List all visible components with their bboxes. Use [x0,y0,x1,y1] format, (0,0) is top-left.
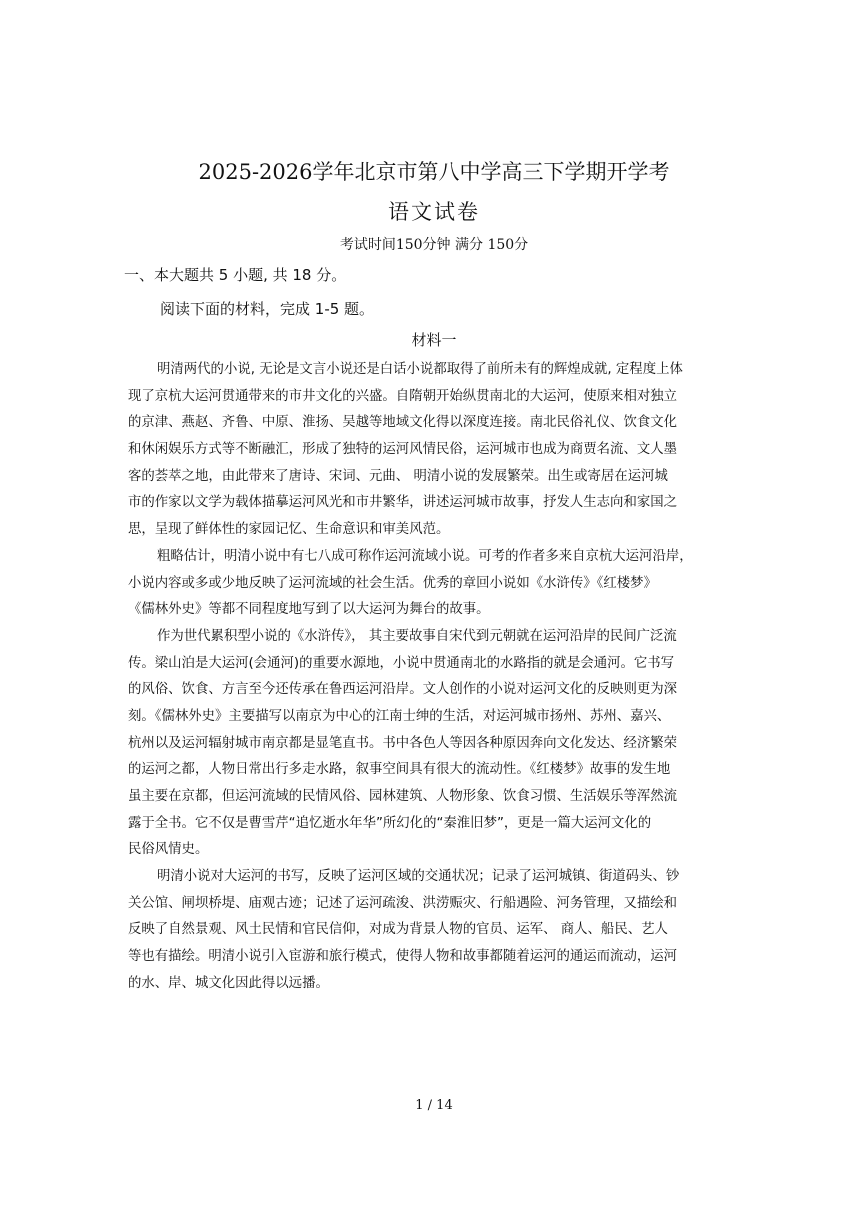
material-body [128,357,744,998]
material-title: 材料一 [411,331,457,349]
exam-title: 2025-2026学年北京市第八中学高三下学期开学考 [198,160,670,184]
section-heading: 一、本大题共 5 小题, 共 18 分。 [124,266,347,284]
paragraph-1-line-2: 现了京杭大运河贯通带来的市井文化的兴盛。自隋朝开始纵贯南北的大运河，使原来相对独立 [128,388,678,404]
paragraph-1-line-1: 明清两代的小说, 无论是文言小说还是白话小说都取得了前所未有的辉煌成就, 定程度上体 [157,362,683,377]
paragraph-3-line-9: 民俗风情史。 [128,842,209,858]
paragraph-3-line-6: 的运河之都，人物日常出行多走水路，叙事空间具有很大的流动性。《红楼梦》故事的发生地 [128,762,671,778]
page-number: 1 / 14 [415,1098,453,1113]
paragraph-1-line-5: 客的荟萃之地，由此带来了唐诗、宋词、元曲、 明清小说的发展繁荣。出生或寄居在运河城 [128,468,668,484]
paragraph-3-line-3: 的风俗、饮食、方言至今还传承在鲁西运河沿岸。文人创作的小说对运河文化的反映则更为深 [128,682,678,698]
paragraph-4-line-3: 反映了自然景观、风土民情和官民信仰，对成为背景人物的官员、运军、 商人、船民、艺人 [128,922,668,938]
paragraph-1-line-4: 和休闲娱乐方式等不断融汇，形成了独特的运河风情民俗，运河城市也成为商贾名流、文人墨 [128,442,678,458]
paragraph-3-line-1: 作为世代累积型小说的《水浒传》， 其主要故事自宋代到元朝就在运河沿岸的民间广泛流 [157,628,677,644]
instruction-text: 阅读下面的材料，完成 1-5 题。 [160,300,375,318]
paragraph-3-line-4: 刻。《儒林外史》主要描写以南京为中心的江南士绅的生活，对运河城市扬州、苏州、嘉兴、 [128,708,671,724]
paragraph-1-line-6: 市的作家以文学为载体描摹运河风光和市井繁华，讲述运河城市故事，抒发人生志向和家国之 [128,495,678,511]
paragraph-4-line-4: 等也有描绘。明清小说引入宦游和旅行模式，使得人物和故事都随着运河的通运而流动，运河 [128,949,678,965]
paragraph-2-line-1: 粗略估计，明清小说中有七八成可称作运河流域小说。可考的作者多来自京杭大运河沿岸， [157,548,693,564]
paragraph-2-line-2: 小说内容或多或少地反映了运河流域的社会生活。优秀的章回小说如《水浒传》《红楼梦》 [128,575,657,591]
paragraph-2-line-3: 《儒林外史》等都不同程度地写到了以大运河为舞台的故事。 [128,602,490,618]
paragraph-1-line-3: 的京津、燕赵、齐鲁、中原、淮扬、吴越等地域文化得以深度连接。南北民俗礼仪、饮食文化 [128,415,678,431]
paragraph-4-line-2: 关公馆、闸坝桥堤、庙观古迹；记述了运河疏浚、洪涝赈灾、行船遇险、河务管理，又描绘和 [128,895,678,911]
paragraph-3-line-7: 虽主要在京都，但运河流域的民情风俗、园林建筑、人物形象、饮食习惯、生活娱乐等浑然流 [128,789,678,804]
paragraph-3-line-8: 露于全书。它不仅是曹雪芹“追忆逝水年华”所幻化的“秦淮旧梦”，更是一篇大运河文化的 [128,815,652,831]
paragraph-3-line-5: 杭州以及运河辐射城市南京都是显笔直书。书中各色人等因各种原因奔向文化发达、经济繁荣 [128,735,678,751]
paragraph-4-line-1: 明清小说对大运河的书写，反映了运河区域的交通状况；记录了运河城镇、街道码头、钞 [157,869,680,885]
paragraph-4-line-5: 的水、岸、城文化因此得以远播。 [128,975,329,991]
exam-info: 考试时间150分钟 满分 150分 [339,237,529,253]
paragraph-1-line-7: 思，呈现了鲜体性的家园记忆、生命意识和审美风范。 [128,522,450,538]
paragraph-3-line-2: 传。梁山泊是大运河(会通河)的重要水源地，小说中贯通南北的水路指的就是会通河。它书写 [128,655,675,671]
subject-title: 语文试卷 [388,200,480,224]
